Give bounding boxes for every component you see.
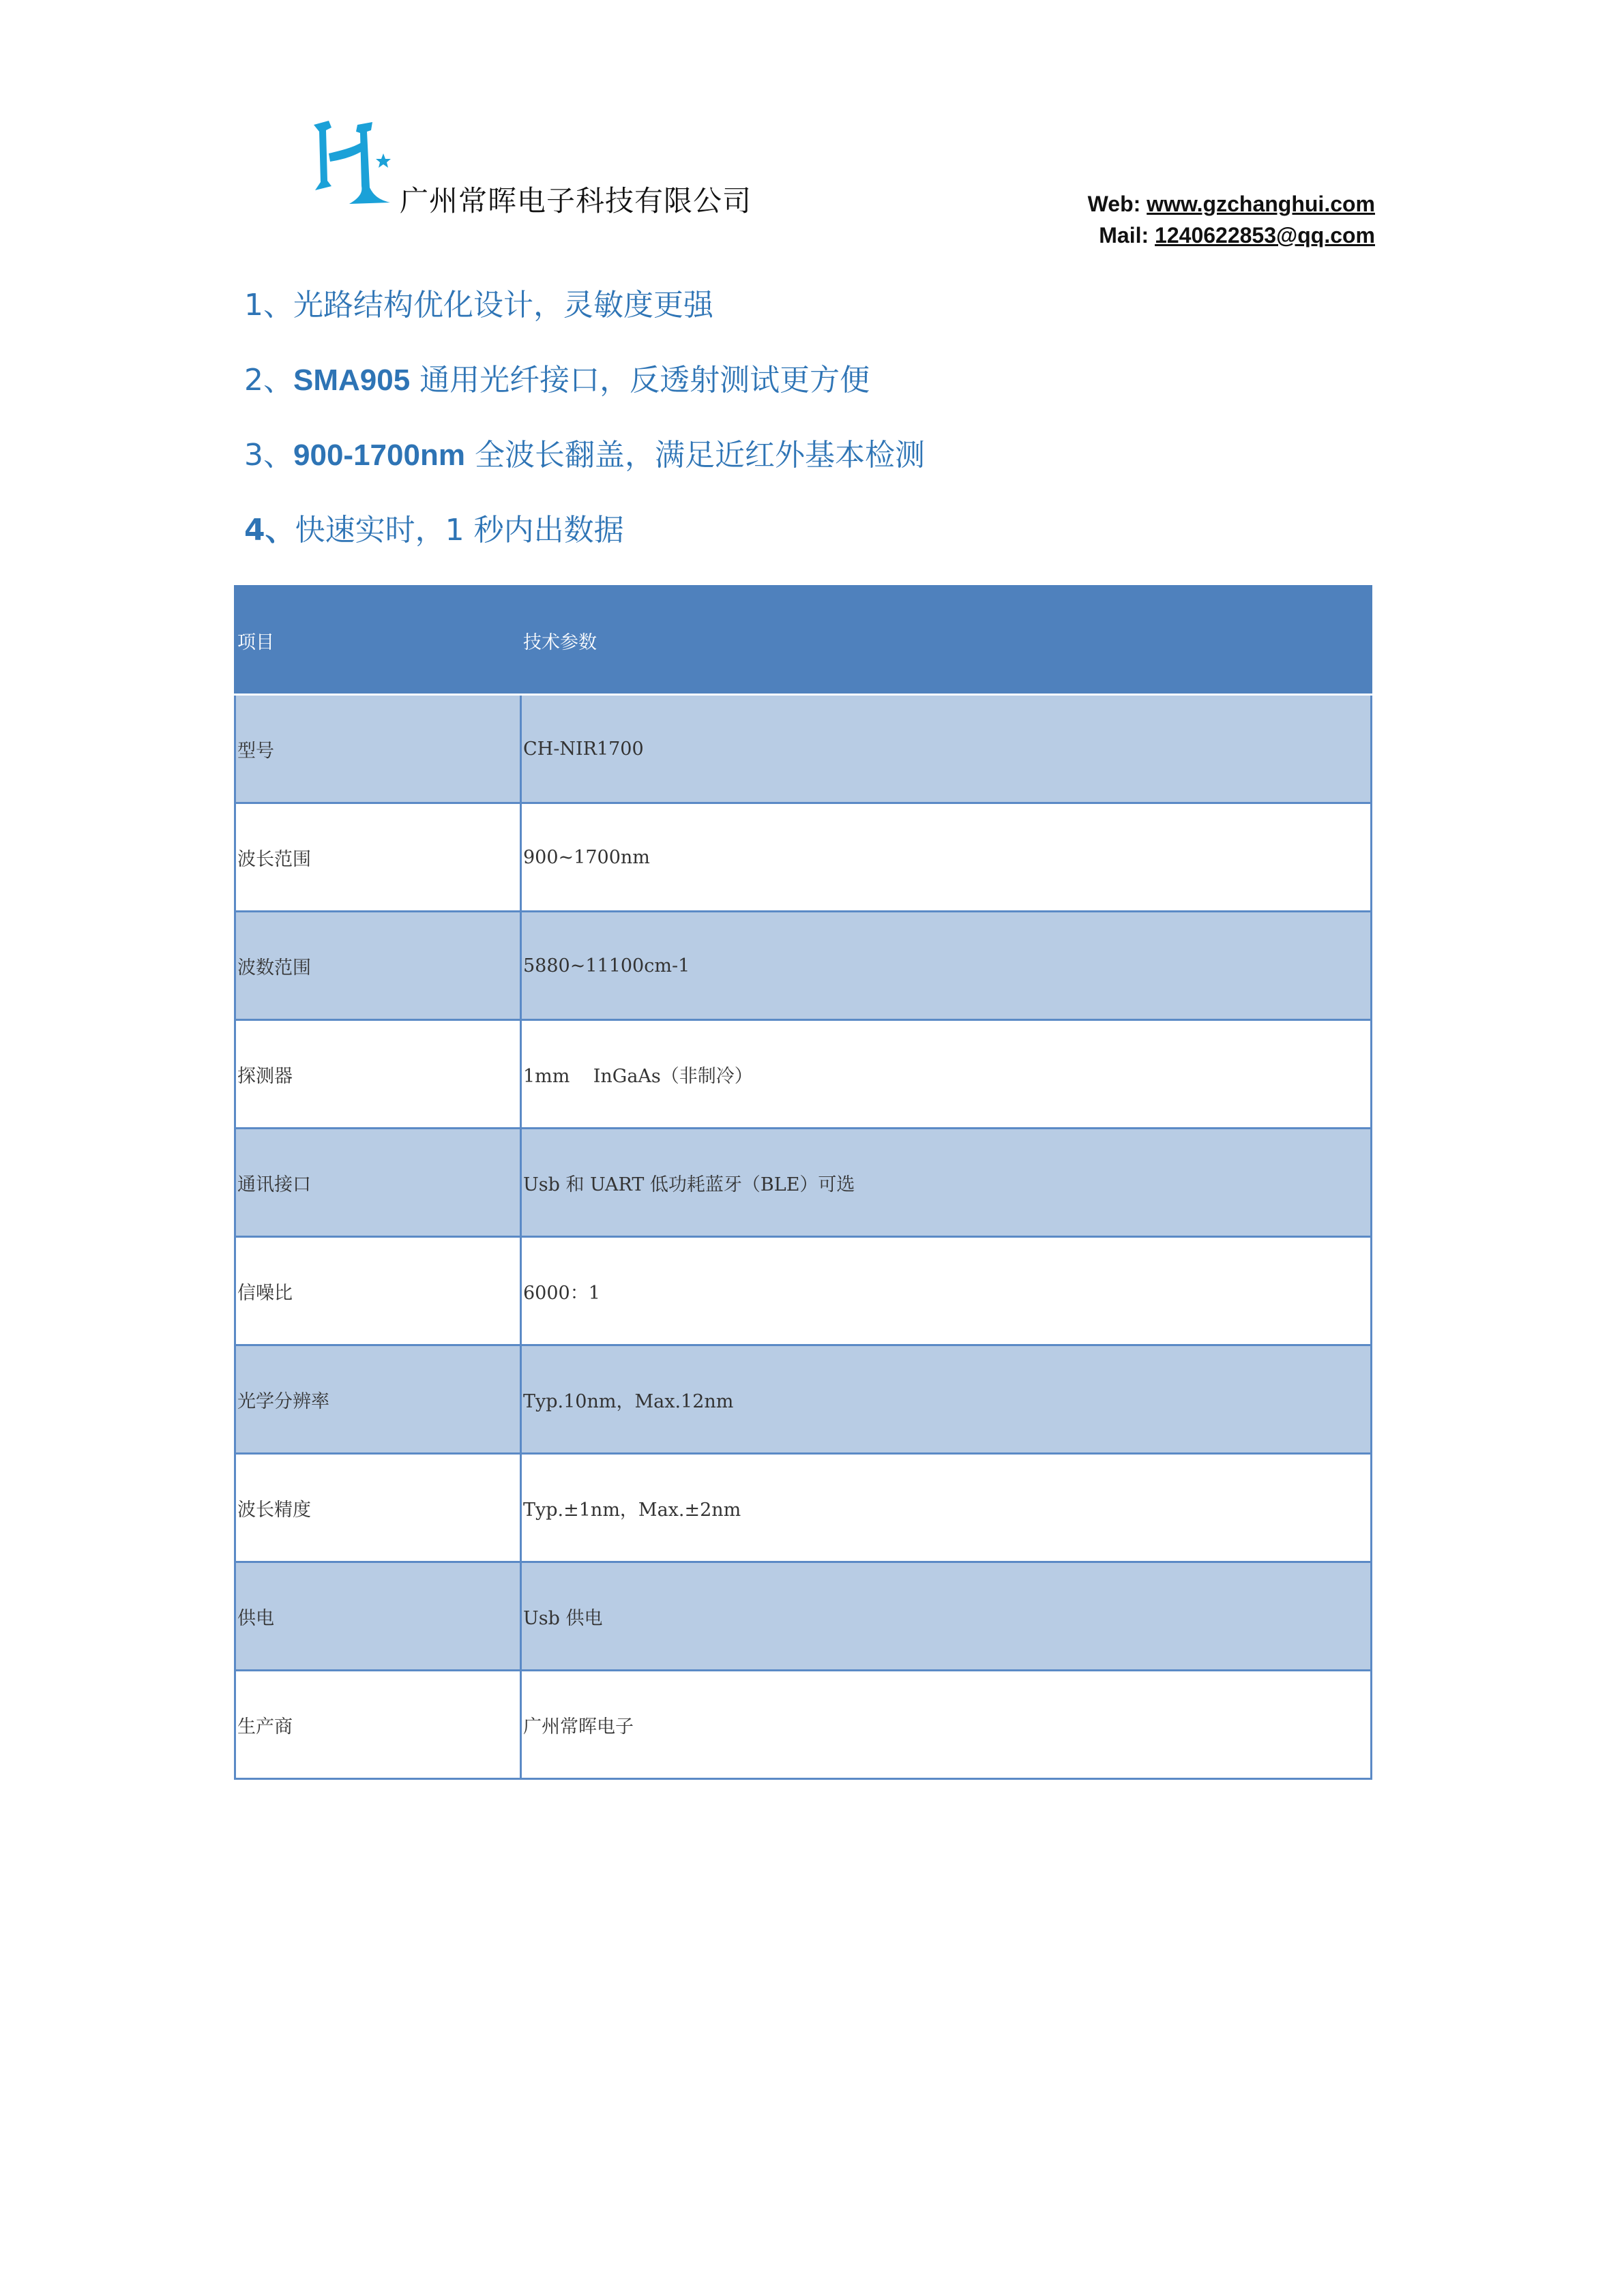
mail-line [1088, 220, 1375, 251]
row-label: 探测器 [235, 1020, 521, 1129]
row-value: 1mm InGaAs（非制冷） [521, 1020, 1372, 1129]
web-link[interactable]: www.gzchanghui.com [1147, 192, 1375, 216]
row-label: 波长范围 [235, 803, 521, 912]
row-value: Typ.±1nm，Max.±2nm [521, 1454, 1372, 1562]
row-label: 波长精度 [235, 1454, 521, 1562]
header-cell-item: 项目 [235, 586, 521, 695]
table-row [235, 695, 1372, 803]
feature-list [244, 283, 925, 583]
row-value: 900~1700nm [521, 803, 1372, 912]
table-row [235, 1345, 1372, 1454]
table-row [235, 1020, 1372, 1129]
web-label: Web: [1087, 192, 1141, 216]
feature-item: 1、光路结构优化设计，灵敏度更强 [244, 288, 713, 323]
row-label: 光学分辨率 [235, 1345, 521, 1454]
feature-item: 4、快速实时，1 秒内出数据 [244, 513, 624, 548]
mail-link[interactable]: 1240622853@qq.com [1155, 223, 1375, 248]
row-label: 信噪比 [235, 1237, 521, 1345]
table-row [235, 912, 1372, 1020]
table-header-row [235, 586, 1372, 695]
row-value: Usb 和 UART 低功耗蓝牙（BLE）可选 [521, 1129, 1372, 1237]
row-label: 波数范围 [235, 912, 521, 1020]
table-row [235, 1562, 1372, 1671]
feature-item: 2、SMA905 通用光纤接口，反透射测试更方便 [244, 363, 870, 398]
row-label: 通讯接口 [235, 1129, 521, 1237]
company-name: 广州常晖电子科技有限公司 [400, 184, 752, 218]
row-value: 6000：1 [521, 1237, 1372, 1345]
row-value: 5880~11100cm-1 [521, 912, 1372, 1020]
row-value: Typ.10nm，Max.12nm [521, 1345, 1372, 1454]
row-label: 生产商 [235, 1671, 521, 1779]
table-row [235, 1671, 1372, 1779]
table-row [235, 1237, 1372, 1345]
table-row [235, 1129, 1372, 1237]
table-row [235, 1454, 1372, 1562]
row-value: Usb 供电 [521, 1562, 1372, 1671]
row-label: 型号 [235, 695, 521, 803]
web-line [1088, 188, 1375, 220]
ch-logo-icon [308, 119, 404, 208]
contact-block [1088, 188, 1375, 251]
header-cell-param: 技术参数 [521, 586, 1372, 695]
row-label: 供电 [235, 1562, 521, 1671]
mail-label: Mail: [1099, 223, 1149, 248]
table-row [235, 803, 1372, 912]
row-value: 广州常晖电子 [521, 1671, 1372, 1779]
spec-table [234, 585, 1372, 1780]
row-value: CH-NIR1700 [521, 695, 1372, 803]
feature-item: 3、900-1700nm 全波长翻盖，满足近红外基本检测 [244, 438, 925, 473]
